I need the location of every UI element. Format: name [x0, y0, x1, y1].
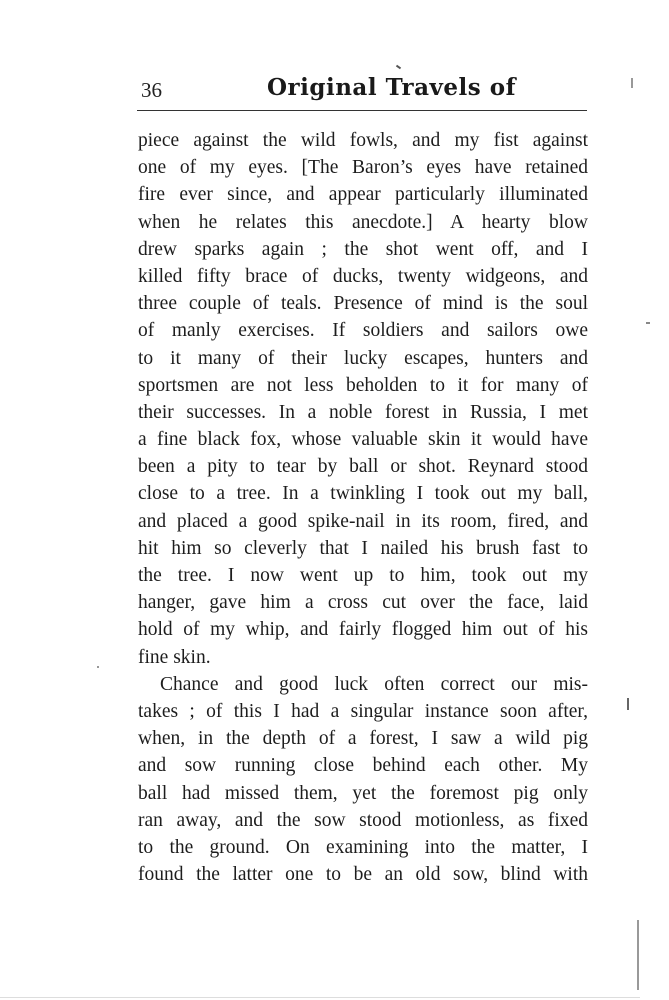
text-line: piece against the wild fowls, and my fist against	[138, 130, 588, 151]
running-title: Original Travels of	[267, 74, 516, 101]
text-line: hanger, gave him a cross cut over the face, laid	[138, 592, 588, 614]
text-line: a fine black fox, whose valuable skin it would have	[138, 429, 588, 451]
text-line: been a pity to tear by ball or shot. Reynard stood	[138, 456, 588, 478]
header-rule	[137, 110, 587, 111]
scan-speck	[646, 322, 650, 324]
text-line: sportsmen are not less beholden to it for many of	[138, 374, 588, 396]
scan-speck	[97, 666, 99, 668]
text-line: hit him so cleverly that I nailed his brush fast to	[138, 537, 588, 559]
text-line: to it many of their lucky escapes, hunters and	[138, 347, 588, 369]
page-edge-mark	[637, 920, 639, 990]
text-line: of manly exercises. If soldiers and sailors owe	[138, 320, 588, 342]
paragraph-1	[138, 127, 588, 671]
text-line: found the latter one to be an old sow, blind with	[138, 864, 588, 886]
text-line: killed fifty brace of ducks, twenty widgeons, and	[138, 265, 588, 287]
page-header	[137, 72, 587, 112]
text-line: ran away, and the sow stood motionless, as fixed	[138, 809, 588, 831]
scan-speck	[627, 698, 629, 710]
text-line: fire ever since, and appear particularly illuminated	[138, 184, 588, 206]
text-line: fine skin.	[138, 646, 211, 668]
text-line: and sow running close behind each other. My	[138, 755, 588, 777]
text-line: their successes. In a noble forest in Russia, I met	[138, 401, 588, 423]
text-line: to the ground. On examining into the matter, I	[138, 836, 588, 858]
page-edge-mark	[0, 997, 640, 998]
scan-speck	[396, 65, 401, 70]
page-number: 36	[141, 78, 162, 102]
scan-speck	[631, 78, 633, 88]
text-line: drew sparks again ; the shot went off, and I	[138, 238, 588, 260]
text-line: when, in the depth of a forest, I saw a wild pig	[138, 728, 588, 750]
text-line: one of my eyes. [The Baron’s eyes have retained	[138, 157, 588, 179]
body-text	[138, 127, 588, 888]
text-line: hold of my whip, and fairly flogged him out of his	[138, 619, 588, 641]
text-line: when he relates this anecdote.] A hearty blow	[138, 211, 588, 233]
text-line: and placed a good spike-nail in its room, fired, and	[138, 510, 588, 532]
text-line: takes ; of this I had a singular instance soon after,	[138, 700, 588, 722]
text-line: the tree. I now went up to him, took out my	[138, 565, 588, 586]
text-line: Chance and good luck often correct our mis-	[160, 673, 588, 695]
paragraph-2	[138, 671, 588, 889]
text-line: ball had missed them, yet the foremost pig only	[138, 782, 588, 804]
text-line: three couple of teals. Presence of mind is the soul	[138, 293, 588, 315]
text-line: close to a tree. In a twinkling I took out my ball,	[138, 483, 588, 505]
